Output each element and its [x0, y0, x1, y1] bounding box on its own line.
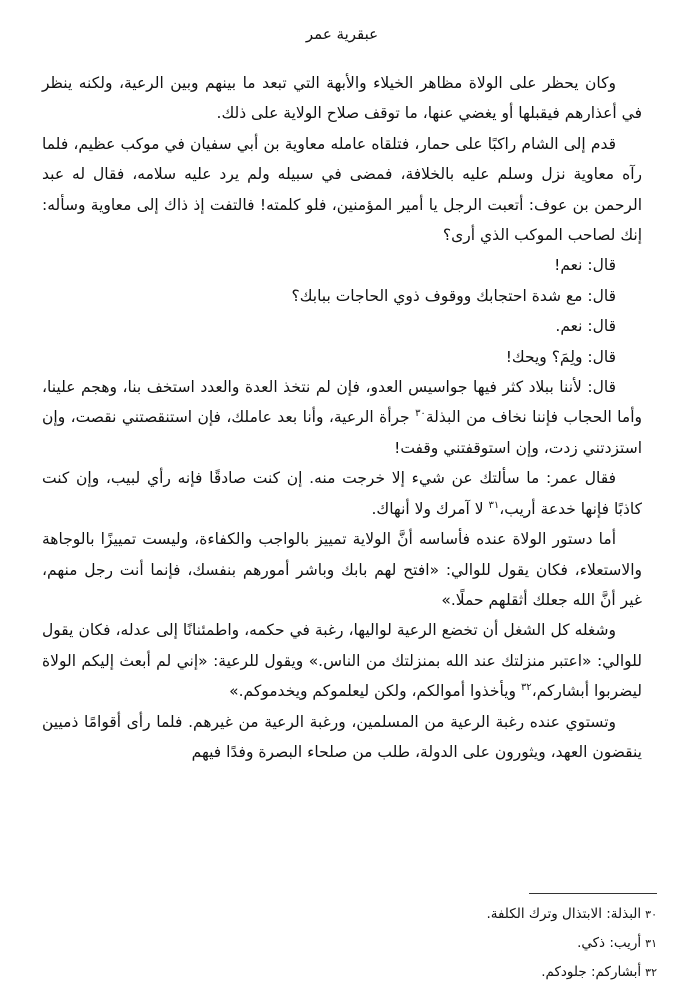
footnote-32 [257, 958, 657, 987]
running-header: عبقرية عمر [305, 25, 379, 43]
paragraph-text: قال: نعم. [555, 317, 616, 336]
paragraph-7 [42, 372, 642, 463]
footnote-31 [257, 929, 657, 958]
footnote-text: أبشاركم: جلودكم. [541, 964, 642, 980]
paragraph-6 [42, 342, 642, 372]
paragraph-3 [42, 250, 642, 280]
paragraph-2 [42, 129, 642, 251]
paragraph-11 [42, 707, 642, 768]
body-text [42, 68, 642, 767]
footnotes [257, 900, 657, 987]
footnote-text: أريب: ذكي. [577, 935, 642, 951]
paragraph-text: قدم إلى الشام راكبًا على حمار، فتلقاه عامله معاوية بن أبي سفيان في موكب عظيم، فلما رآه معاوية نزل وسلم عليه بالخلافة، فمضى في سبيله ولم يرد عليه سلامه، فقال له عبد الرحمن بن عوف: أتعبت الرجل يا أمير المؤمنين، فلو كلمته! فالتفت إذ ذاك إلى معاوية وسأله: إنك لصاحب الموكب الذي أرى؟ [42, 134, 642, 245]
paragraph-text: قال: مع شدة احتجابك ووقوف ذوي الحاجات ببابك؟ [291, 286, 616, 305]
paragraph-text: أما دستور الولاة عنده فأساسه أنَّ الولاية تمييز بالواجب والكفاءة، وليست تمييزًا بالوجاهة والاستعلاء، فكان يقول للوالي: «افتح لهم بابك وباشر أمورهم بنفسك، فإنما أنت رجل منهم، غير أنَّ الله جعلك أثقلهم حملًا.» [42, 530, 642, 609]
paragraph-text: لا آمرك ولا أنهاك. [371, 499, 489, 518]
paragraph-text: فقال عمر: ما سألتك عن شيء إلا خرجت منه. إن كنت صادقًا فإنه رأي لبيب، وإن كنت كاذبًا فإنها خدعة أريب، [42, 469, 642, 518]
paragraph-9 [42, 524, 642, 615]
paragraph-text: قال: لأننا ببلاد كثر فيها جواسيس العدو، فإن لم نتخذ العدة والعدد استخف بنا، وهجم علينا، وأما الحجاب فإننا نخاف من البذلة [42, 378, 642, 427]
paragraph-text: وتستوي عنده رغبة الرعية من المسلمين، ورغبة الرعية من غيرهم. فلما رأى أقوامًا ذميين ينقضون العهد، ويثورون على الدولة، طلب من صلحاء البصرة وفدًا فيهم [42, 712, 642, 761]
paragraph-5 [42, 311, 642, 341]
paragraph-1 [42, 68, 642, 129]
paragraph-4 [42, 281, 642, 311]
paragraph-text: وكان يحظر على الولاة مظاهر الخيلاء والأبهة التي تبعد ما بينهم وبين الرعية، ولكنه ينظر في أعذارهم فيقبلها أو يغضي عنها، ما توقف صلاح الولاية على ذلك. [42, 74, 642, 123]
paragraph-text: جرأة الرعية، وأنا بعد عاملك، فإن استنقصتني نقصت، وإن استزدتني زدت، وإن استوقفتني وقفت! [42, 408, 642, 457]
paragraph-10 [42, 615, 642, 706]
paragraph-text: قال: نعم! [554, 256, 616, 275]
footnote-divider [529, 893, 657, 894]
paragraph-text: قال: ولِمَ؟ ويحك! [505, 347, 616, 366]
footnote-ref-32[interactable]: ٣٢ [520, 681, 532, 693]
footnote-number: ٣١ [645, 937, 657, 950]
paragraph-text: ويأخذوا أموالكم، ولكن ليعلموكم ويخدموكم.» [229, 682, 521, 701]
footnote-number: ٣٢ [645, 966, 657, 979]
footnote-30 [257, 900, 657, 929]
footnote-ref-31[interactable]: ٣١ [488, 499, 500, 511]
footnote-number: ٣٠ [645, 908, 657, 921]
footnote-ref-30[interactable]: ٣٠ [415, 408, 426, 420]
paragraph-8 [42, 463, 642, 524]
footnote-text: البذلة: الابتذال وترك الكلفة. [486, 906, 642, 922]
paragraph-text: وشغله كل الشغل أن تخضع الرعية لواليها، رغبة في حكمه، واطمئنانًا إلى عدله، فكان يقول للوالي: «اعتبر منزلتك عند الله بمنزلتك من الناس.» ويقول للرعية: «إني لم أبعث إليكم الولاة ليضربوا أبشاركم، [42, 621, 642, 701]
